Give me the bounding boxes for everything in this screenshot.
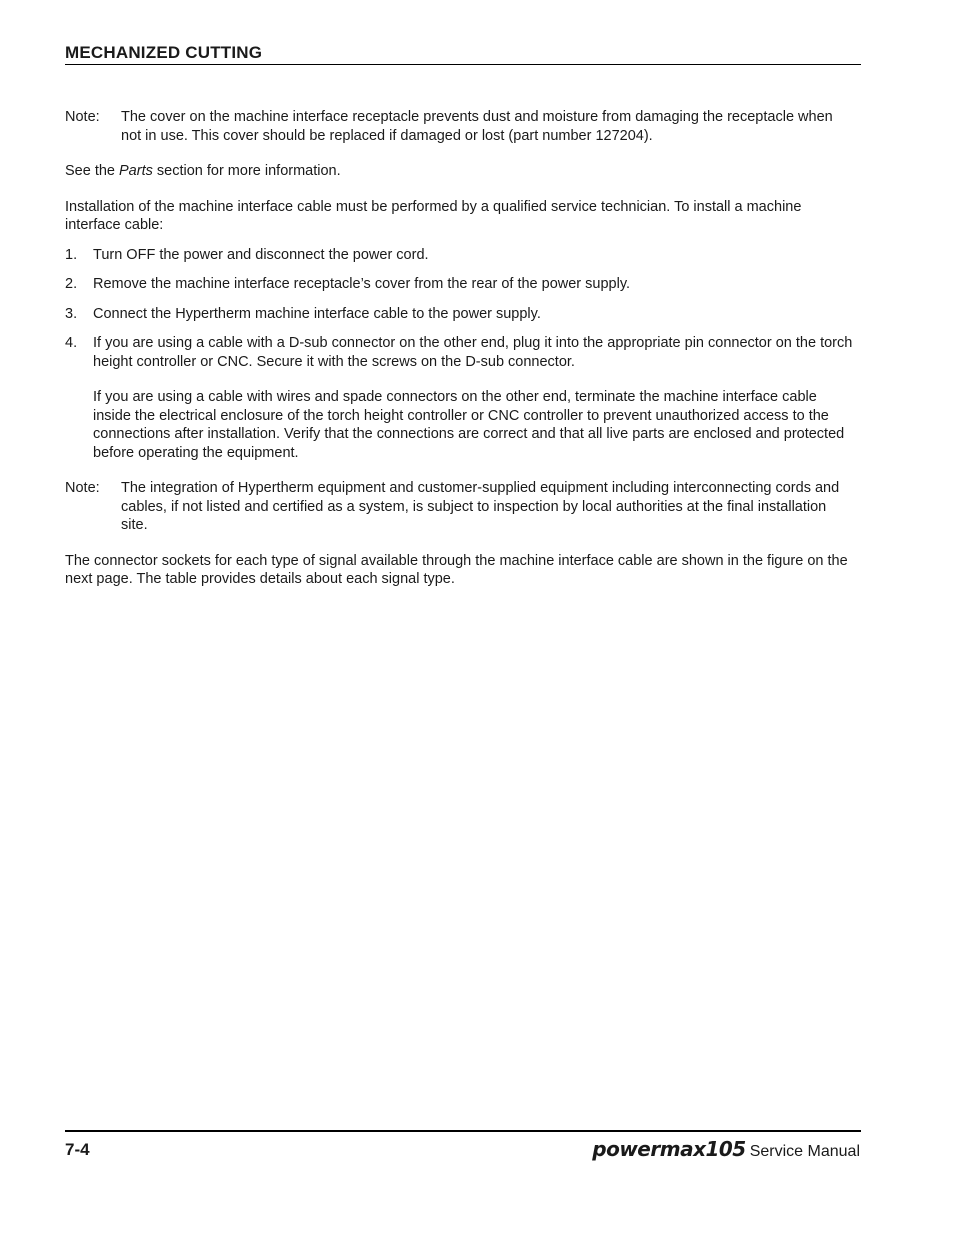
note-text: The cover on the machine interface receptacle prevents dust and moisture from damaging the receptacle when not in use. This cover should be replaced if damaged or lost (part number 127204). [121,109,833,144]
note-label: Note: [65,480,100,496]
footer-brand [592,1137,860,1161]
header-rule [65,64,861,65]
step-1 [65,246,855,265]
step-number: 4. [65,335,78,351]
note-integration [65,479,855,535]
note-label: Note: [65,109,100,125]
parts-reference: Parts [119,163,153,179]
page-content [65,108,855,589]
note-text: The integration of Hypertherm equipment and customer-supplied equipment including interconnecting cords and cables, if not listed and certified as a system, is subject to inspection by local authorities at the final installation site. [121,480,840,533]
page-number: 7-4 [65,1140,90,1159]
step-text: Remove the machine interface receptacle’s cover from the rear of the power supply. [93,276,631,292]
step-3 [65,305,855,324]
closing-paragraph: The connector sockets for each type of signal available through the machine interface cable are shown in the figure on the next page. The table provides details about each signal type. [65,552,848,587]
step-text: If you are using a cable with a D-sub connector on the other end, plug it into the appropriate pin connector on the torch height controller or CNC. Secure it with the screws on the D-sub connector. [93,335,853,370]
step-text: Connect the Hypertherm machine interface cable to the power supply. [93,305,541,322]
step-4 [65,334,855,371]
step-number: 3. [65,305,78,322]
step-4-continued: If you are using a cable with wires and spade connectors on the other end, terminate the machine interface cable inside the electrical enclosure of the torch height controller or CNC controller to prevent unauthorized access to the connections after installation. Verify that the connections are correct and that all live parts are enclosed and protected before operating the equipment. [93,389,845,461]
install-intro: Installation of the machine interface cable must be performed by a qualified service technician. To install a machine interface cable: [65,198,802,233]
see-parts-paragraph [65,162,855,181]
section-title: MECHANIZED CUTTING [65,43,263,62]
note-cover [65,108,855,145]
step-2 [65,275,855,294]
manual-label: Service Manual [749,1143,860,1160]
step-number: 1. [65,246,78,263]
see-parts-suffix: section for more information. [152,163,341,179]
step-text: Turn OFF the power and disconnect the power cord. [93,246,429,263]
see-parts-prefix: See the [65,163,120,179]
footer-rule [65,1130,861,1132]
step-number: 2. [65,276,78,292]
brand-logo: powermax105 [592,1137,746,1161]
